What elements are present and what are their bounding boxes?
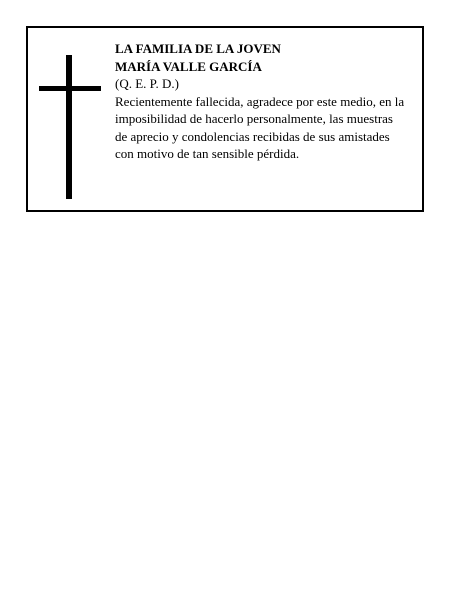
cross-vertical-bar (66, 55, 72, 199)
cross-horizontal-bar (39, 86, 101, 91)
body-line-1: Recientemente fallecida, agradece por este medio, en la (115, 93, 405, 109)
notice-text (115, 40, 423, 163)
body-line-3: de aprecio y condolencias recibidas de sus amistades (115, 128, 390, 144)
family-heading: LA FAMILIA DE LA JOVEN (115, 41, 281, 56)
body-line-4: con motivo de tan sensible pérdida. (115, 146, 300, 161)
body-line-2: imposibilidad de hacerlo personalmente, las muestras (115, 111, 393, 126)
obituary-notice (26, 26, 424, 212)
deceased-name: MARÍA VALLE GARCÍA (115, 58, 262, 74)
qepd-label: (Q. E. P. D.) (115, 76, 179, 91)
cross-icon (39, 55, 101, 199)
